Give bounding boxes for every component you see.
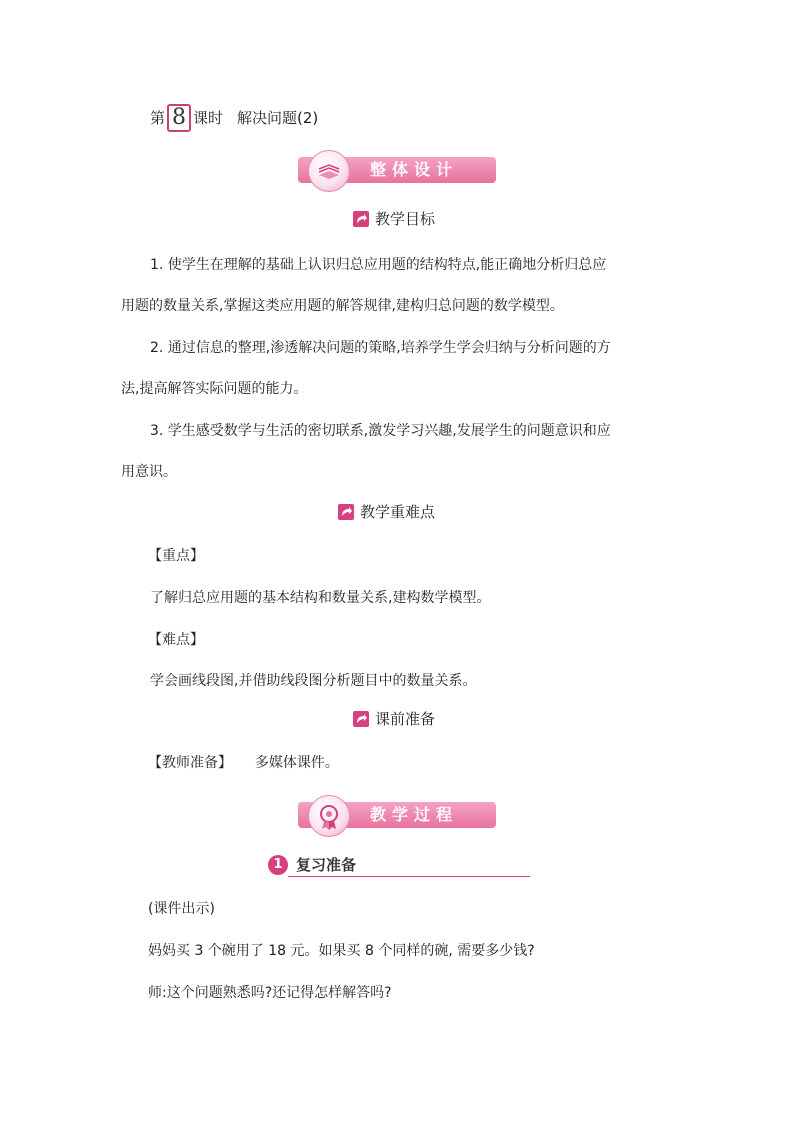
arrow-icon [353,211,369,227]
objectives-heading-text: 教学目标 [375,210,436,228]
arrow-icon [353,711,369,727]
key-points-heading-text: 教学重难点 [360,503,436,521]
step-1-line-1: (课件出示) [148,901,215,917]
step-1-line-3: 师:这个问题熟悉吗?还记得怎样解答吗? [148,985,392,1001]
teacher-preparation-text: 多媒体课件。 [254,755,339,771]
focus-label: 【重点】 [148,548,204,564]
lesson-number: 8 [167,104,191,132]
difficulty-label: 【难点】 [148,632,204,648]
lesson-prefix: 第 [150,109,166,127]
objective-2-line2: 法,提高解答实际问题的能力。 [121,381,308,397]
banner-title: 整体设计 [370,160,459,179]
objective-2-line1: 2. 通过信息的整理,渗透解决问题的策略,培养学生学会归纳与分析问题的方 [150,340,611,356]
lesson-suffix: 课时 [193,109,224,127]
preparation-heading [353,708,435,730]
banner-teaching-process [298,802,496,828]
objectives-heading [353,208,435,230]
lesson-name: 解决问题(2) [237,109,319,127]
step-1-line-2: 妈妈买 3 个碗用了 18 元。如果买 8 个同样的碗, 需要多少钱? [148,943,535,959]
step-1-heading [268,855,530,879]
lesson-header [150,104,318,132]
step-title: 复习准备 [296,856,357,874]
objective-1-line1: 1. 使学生在理解的基础上认识归总应用题的结构特点,能正确地分析归总应 [150,257,607,273]
medal-icon [308,795,350,837]
banner-overall-design [298,157,496,183]
difficulty-text: 学会画线段图,并借助线段图分析题目中的数量关系。 [150,673,477,689]
teacher-preparation-label: 【教师准备】 [148,755,232,771]
objective-3-line2: 用意识。 [121,464,177,480]
book-icon [308,150,350,192]
teacher-preparation [148,752,339,774]
focus-text: 了解归总应用题的基本结构和数量关系,建构数学模型。 [150,590,491,606]
arrow-icon [338,504,354,520]
preparation-heading-text: 课前准备 [375,710,436,728]
key-points-heading [338,501,435,523]
step-number: 1 [268,855,288,875]
step-underline [288,876,530,877]
objective-3-line1: 3. 学生感受数学与生活的密切联系,激发学习兴趣,发展学生的问题意识和应 [150,423,611,439]
banner-title: 教学过程 [370,805,459,824]
objective-1-line2: 用题的数量关系,掌握这类应用题的解答规律,建构归总问题的数学模型。 [121,298,564,314]
